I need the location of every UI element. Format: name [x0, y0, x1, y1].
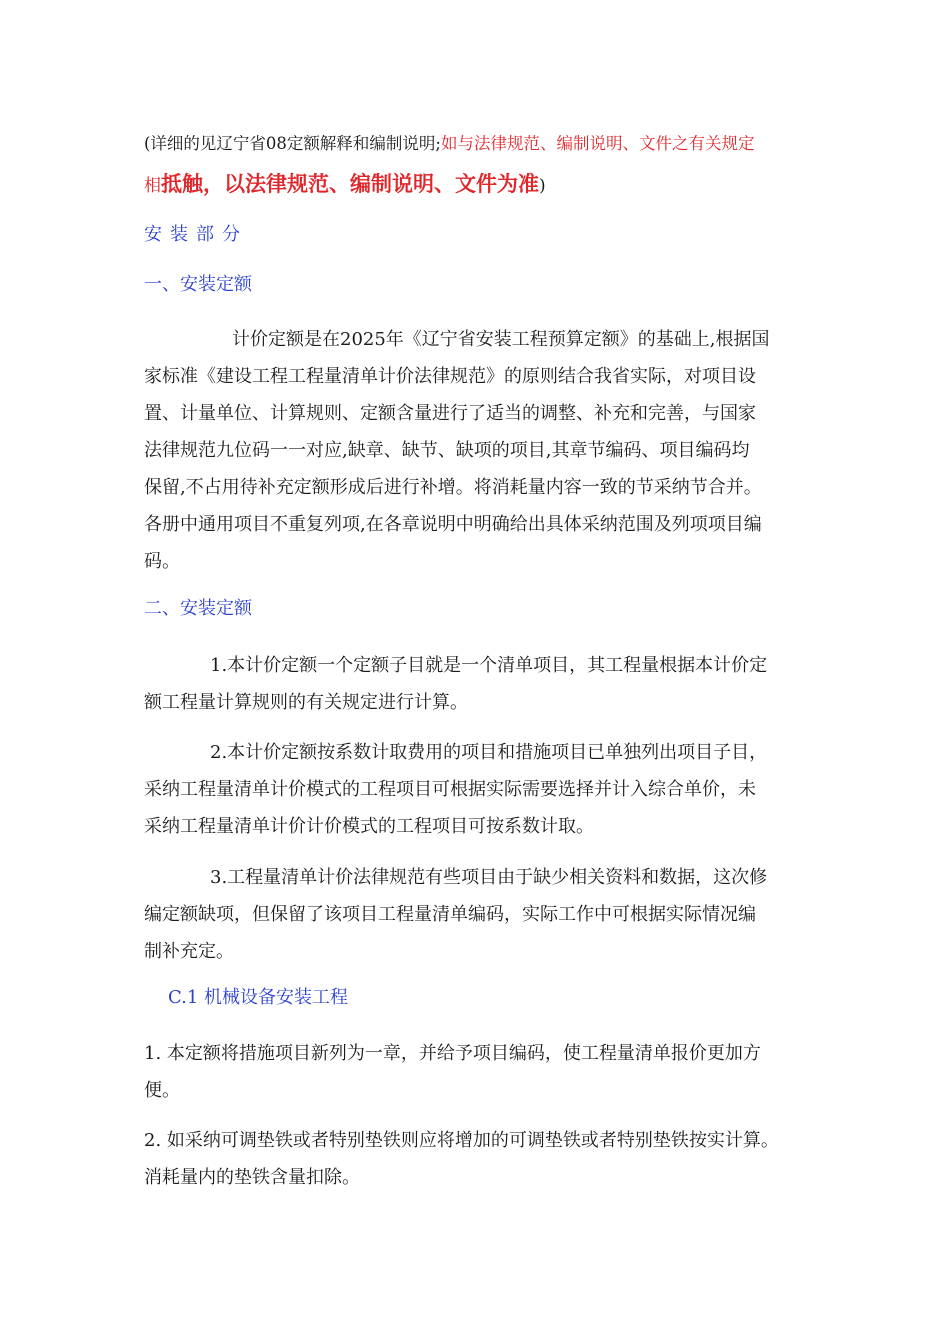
item-2-row: 采纳工程量清单计价模式的工程项目可根据实际需要选择并计入综合单价，未 — [144, 779, 756, 800]
item-3 — [144, 859, 810, 970]
paragraph-1-row: 家标准《建设工程工程量清单计价法律规范》的原则结合我省实际，对项目设 — [144, 366, 756, 387]
note-line-1 — [144, 132, 755, 156]
section-title: 安装部分 — [144, 224, 248, 245]
item-2-row: 2.本计价定额按系数计取费用的项目和措施项目已单独列出项目子目， — [210, 742, 768, 763]
c1-item-2 — [144, 1122, 810, 1196]
note-red-bold: 抵触，以法律规范、编制说明、文件为准 — [161, 171, 539, 196]
item-1-row: 额工程量计算规则的有关规定进行计算。 — [144, 692, 468, 713]
item-3-row: 编定额缺项，但保留了该项目工程量清单编码，实际工作中可根据实际情况编 — [144, 904, 756, 925]
note-black-text: (详细的见辽宁省08定额解释和编制说明; — [144, 134, 441, 153]
paragraph-1 — [144, 321, 810, 580]
c1-item-1-row: 便。 — [144, 1080, 180, 1101]
note-red-small: 相 — [144, 176, 161, 196]
item-1 — [144, 647, 810, 721]
c1-item-2-row: 消耗量内的垫铁含量扣除。 — [144, 1167, 360, 1188]
note-red-text: 如与法律规范、编制说明、文件之有关规定 — [441, 134, 755, 153]
paragraph-1-row: 计价定额是在2025年《辽宁省安装工程预算定额》的基础上,根据国 — [232, 329, 770, 350]
note-close-paren: ) — [539, 176, 546, 196]
heading-3: C.1 机械设备安装工程 — [168, 987, 349, 1008]
c1-item-1-row: 1. 本定额将措施项目新列为一章，并给予项目编码，使工程量清单报价更加方 — [144, 1043, 761, 1064]
item-2 — [144, 734, 810, 845]
c1-item-1 — [144, 1035, 810, 1109]
item-3-row: 制补充定。 — [144, 941, 234, 962]
paragraph-1-row: 各册中通用项目不重复列项,在各章说明中明确给出具体采纳范围及列项项目编 — [144, 514, 762, 535]
item-1-row: 1.本计价定额一个定额子目就是一个清单项目，其工程量根据本计价定 — [210, 655, 768, 676]
paragraph-1-row: 码。 — [144, 551, 180, 572]
item-3-row: 3.工程量清单计价法律规范有些项目由于缺少相关资料和数据，这次修 — [210, 867, 768, 888]
paragraph-1-row: 法律规范九位码一一对应,缺章、缺节、缺项的项目,其章节编码、项目编码均 — [144, 440, 750, 461]
paragraph-1-row: 置、计量单位、计算规则、定额含量进行了适当的调整、补充和完善，与国家 — [144, 403, 756, 424]
note-line-2 — [144, 172, 546, 198]
paragraph-1-row: 保留,不占用待补充定额形成后进行补增。将消耗量内容一致的节采纳节合并。 — [144, 477, 762, 498]
c1-item-2-row: 2. 如采纳可调垫铁或者特别垫铁则应将增加的可调垫铁或者特别垫铁按实计算。 — [144, 1130, 779, 1151]
item-2-row: 采纳工程量清单计价计价模式的工程项目可按系数计取。 — [144, 816, 594, 837]
heading-2: 二、安装定额 — [144, 598, 252, 619]
heading-1: 一、安装定额 — [144, 274, 252, 295]
